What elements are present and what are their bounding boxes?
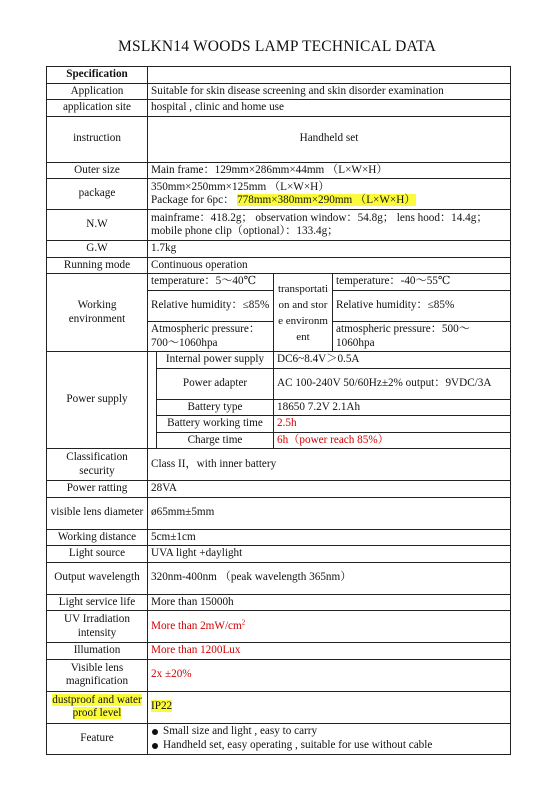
uv-irradiation-text: More than 2mW/cm [151,619,242,632]
package-line1: 350mm×250mm×125mm （L×W×H） [151,180,330,193]
feature-value [148,723,511,754]
transport-humidity: Relative humidity：≤85% [333,291,511,322]
feature-label: Feature [47,723,148,754]
spec-table [46,66,511,755]
table-row-power-1 [47,352,511,369]
uv-irradiation-sup: 2 [241,618,246,627]
ip-label [47,691,148,723]
uv-irradiation-label: UV Irradiation intensity [47,611,148,643]
package-line2-highlight: 778mm×380mm×290mm （L×W×H） [237,194,416,206]
table-row-classification [47,449,511,481]
power-item-value-2: 18650 7.2V 2.1Ah [274,399,511,416]
light-source-value: UVA light +daylight [148,546,511,563]
working-distance-value: 5cm±1cm [148,529,511,546]
table-row-application [47,83,511,100]
table-row-gw [47,241,511,258]
package-line2 [151,194,507,208]
table-row-light-source [47,546,511,563]
table-row-light-service-life [47,594,511,611]
working-distance-label: Working distance [47,529,148,546]
package-label: package [47,179,148,210]
gw-value: 1.7kg [148,241,511,258]
table-row-running-mode [47,257,511,274]
nw-label: N.W [47,210,148,241]
feature-item: Handheld set, easy operating , suitable for use without cable [151,739,507,753]
light-service-life-value: More than 15000h [148,594,511,611]
table-row-illumination [47,643,511,660]
bullet-icon [152,729,158,735]
power-item-label-2: Battery type [157,399,274,416]
table-row-output-wavelength [47,562,511,594]
transport-pressure: atmospheric pressure：500～1060hpa [333,322,511,352]
table-row-working-env-1 [47,274,511,291]
power-supply-spacer [148,352,157,449]
bullet-icon [152,743,158,749]
light-service-life-label: Light service life [47,594,148,611]
instruction-value: Handheld set [148,116,511,162]
working-humidity: Relative humidity：≤85% [148,291,274,322]
running-mode-value: Continuous operation [148,257,511,274]
uv-irradiation-value [148,611,511,643]
magnification-value: 2x ±20% [148,659,511,691]
transport-temperature: temperature：-40～55℃ [333,274,511,291]
table-row-visible-lens [47,497,511,529]
application-value: Suitable for skin disease screening and skin disorder examination [148,83,511,100]
instruction-label: instruction [47,116,148,162]
output-wavelength-value: 320nm-400nm （peak wavelength 365nm） [148,562,511,594]
table-row-nw [47,210,511,241]
feature-list [151,725,507,752]
table-row-power-rating [47,481,511,498]
application-site-label: application site [47,100,148,117]
power-supply-label: Power supply [47,352,148,449]
header-label: Specification [47,67,148,84]
page-title: MSLKN14 WOODS LAMP TECHNICAL DATA [118,38,436,55]
illumination-value: More than 1200Lux [148,643,511,660]
ip-label-text: dustproof and water proof level [52,693,142,719]
working-env-label: Working environment [47,274,148,352]
ip-value-text: IP22 [151,700,173,713]
package-line2-prefix: Package for 6pc： [151,194,235,206]
magnification-label: Visible lens magnification [47,659,148,691]
table-row-ip [47,691,511,723]
working-temperature: temperature：5～40℃ [148,274,274,291]
power-rating-value: 28VA [148,481,511,498]
light-source-label: Light source [47,546,148,563]
table-row-application-site [47,100,511,117]
application-label: Application [47,83,148,100]
output-wavelength-label: Output wavelength [47,562,148,594]
illumination-label: Illumation [47,643,148,660]
power-item-value-1: AC 100-240V 50/60Hz±2% output：9VDC/3A [274,368,511,399]
visible-lens-label: visible lens diameter [47,497,148,529]
table-row-feature [47,723,511,754]
outer-size-value: Main frame：129mm×286mm×44mm （L×W×H） [148,162,511,179]
transport-label: transportation and store environment [274,274,333,352]
nw-value [148,210,511,241]
gw-label: G.W [47,241,148,258]
power-item-label-3: Battery working time [157,416,274,433]
table-row-working-distance [47,529,511,546]
outer-size-label: Outer size [47,162,148,179]
table-row-instruction [47,116,511,162]
table-row-package [47,179,511,210]
package-value [148,179,511,210]
working-pressure: Atmospheric pressure：700～1060hpa [148,322,274,352]
visible-lens-value: ø65mm±5mm [148,497,511,529]
nw-line2: mobile phone clip（optional）：133.4g； [151,225,339,237]
power-item-value-4: 6h（power reach 85%） [274,432,511,449]
application-site-value: hospital , clinic and home use [148,100,511,117]
classification-label: Classification security [47,449,148,481]
power-item-value-0: DC6~8.4V＞0.5A [274,352,511,369]
running-mode-label: Running mode [47,257,148,274]
table-row-outer-size [47,162,511,179]
power-item-label-0: Internal power supply [157,352,274,369]
ip-value [148,691,511,723]
nw-line1: mainframe：418.2g； observation window：54.8g； lens hood：14.4g； [151,211,488,224]
power-item-value-3: 2.5h [274,416,511,433]
power-item-label-4: Charge time [157,432,274,449]
power-item-label-1: Power adapter [157,368,274,399]
table-row-uv-irradiation [47,611,511,643]
table-row-magnification [47,659,511,691]
power-rating-label: Power ratting [47,481,148,498]
feature-item: Small size and light , easy to carry [151,725,507,739]
classification-value: Class II，with inner battery [148,449,511,481]
table-row-header [47,67,511,84]
